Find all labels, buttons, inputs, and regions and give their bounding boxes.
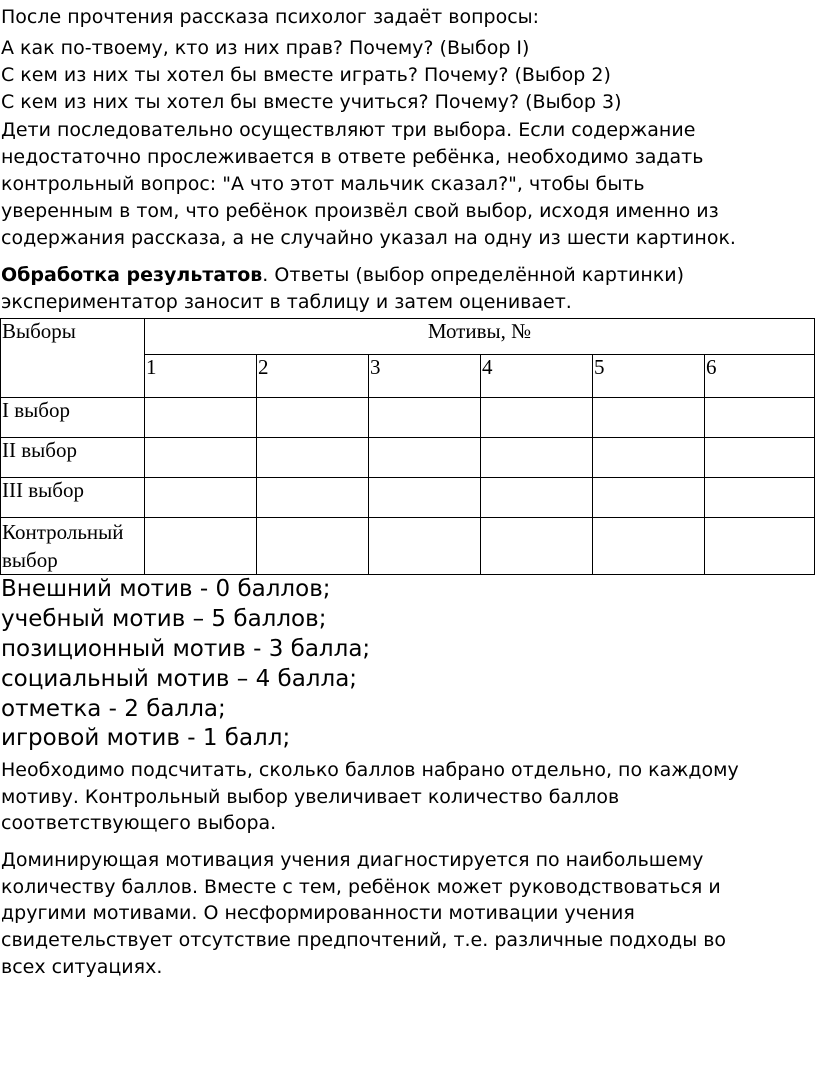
table-cell [257, 518, 369, 575]
column-header: 3 [369, 355, 481, 398]
table-cell [593, 518, 705, 575]
table-cell [369, 478, 481, 518]
table-cell [481, 518, 593, 575]
table-cell [593, 438, 705, 478]
column-header: 4 [481, 355, 593, 398]
paragraph2-line: Необходимо подсчитать, сколько баллов набрано отдельно, по каждому [1, 759, 739, 781]
table-cell [705, 398, 815, 438]
paragraph3-line: другими мотивами. О несформированности мотивации учения [1, 902, 635, 924]
score-line: социальный мотив – 4 балла; [1, 666, 358, 692]
table-cell [705, 438, 815, 478]
table-row [1, 518, 815, 575]
row-header: III выбор [1, 478, 145, 518]
paragraph3-line: свидетельствует отсутствие предпочтений, т.е. различные подходы во [1, 929, 727, 951]
paragraph1-line: недостаточно прослеживается в ответе ребёнка, необходимо задать [1, 146, 704, 168]
table-cell [145, 518, 257, 575]
question-3: С кем из них ты хотел бы вместе учиться? Почему? (Выбор 3) [1, 91, 622, 113]
paragraph2-line: мотиву. Контрольный выбор увеличивает количество баллов [1, 786, 620, 808]
intro-text: После прочтения рассказа психолог задаёт вопросы: [1, 6, 540, 28]
paragraph1-line: контрольный вопрос: "А что этот мальчик сказал?", чтобы быть [1, 173, 645, 195]
score-line: отметка - 2 балла; [1, 696, 226, 722]
paragraph2-line: соответствующего выбора. [1, 812, 277, 834]
score-line: Внешний мотив - 0 баллов; [1, 576, 331, 602]
paragraph1-line: Дети последовательно осуществляют три выбора. Если содержание [1, 119, 696, 141]
column-header: 6 [705, 355, 815, 398]
row-header: I выбор [1, 398, 145, 438]
paragraph3-line: количеству баллов. Вместе с тем, ребёнок может руководствоваться и [1, 876, 721, 898]
processing-line-2: экспериментатор заносит в таблицу и затем оценивает. [1, 291, 572, 313]
motives-header: Мотивы, № [145, 319, 815, 355]
table-cell [369, 518, 481, 575]
table-cell [369, 438, 481, 478]
table-cell [481, 398, 593, 438]
table-cell [481, 478, 593, 518]
row-header: II выбор [1, 438, 145, 478]
score-line: позиционный мотив - 3 балла; [1, 636, 371, 662]
table-cell [705, 518, 815, 575]
table-row [1, 398, 815, 438]
column-header: 5 [593, 355, 705, 398]
table-row [1, 478, 815, 518]
paragraph1-line: уверенным в том, что ребёнок произвёл свой выбор, исходя именно из [1, 200, 719, 222]
table-cell [145, 398, 257, 438]
processing-heading: Обработка результатов [1, 264, 263, 286]
processing-line-1 [1, 262, 684, 289]
row-header: Контрольный выбор [1, 518, 145, 575]
table-cell [257, 398, 369, 438]
table-cell [257, 438, 369, 478]
table-cell [705, 478, 815, 518]
processing-text: . Ответы (выбор определённой картинки) [262, 264, 685, 286]
table-cell [145, 478, 257, 518]
table-cell [481, 438, 593, 478]
results-table [0, 318, 815, 575]
table-cell [593, 398, 705, 438]
table-cell [145, 438, 257, 478]
corner-header: Выборы [1, 319, 145, 398]
table-cell [257, 478, 369, 518]
paragraph3-line: всех ситуациях. [1, 956, 163, 978]
paragraph1-line: содержания рассказа, а не случайно указал на одну из шести картинок. [1, 227, 736, 249]
column-header: 1 [145, 355, 257, 398]
question-1: А как по-твоему, кто из них прав? Почему? (Выбор I) [1, 37, 530, 59]
table-row [1, 438, 815, 478]
question-2: С кем из них ты хотел бы вместе играть? Почему? (Выбор 2) [1, 64, 611, 86]
paragraph3-line: Доминирующая мотивация учения диагностируется по наибольшему [1, 849, 704, 871]
score-line: учебный мотив – 5 баллов; [1, 606, 327, 632]
table-cell [593, 478, 705, 518]
score-line: игровой мотив - 1 балл; [1, 725, 291, 751]
column-header: 2 [257, 355, 369, 398]
table-cell [369, 398, 481, 438]
